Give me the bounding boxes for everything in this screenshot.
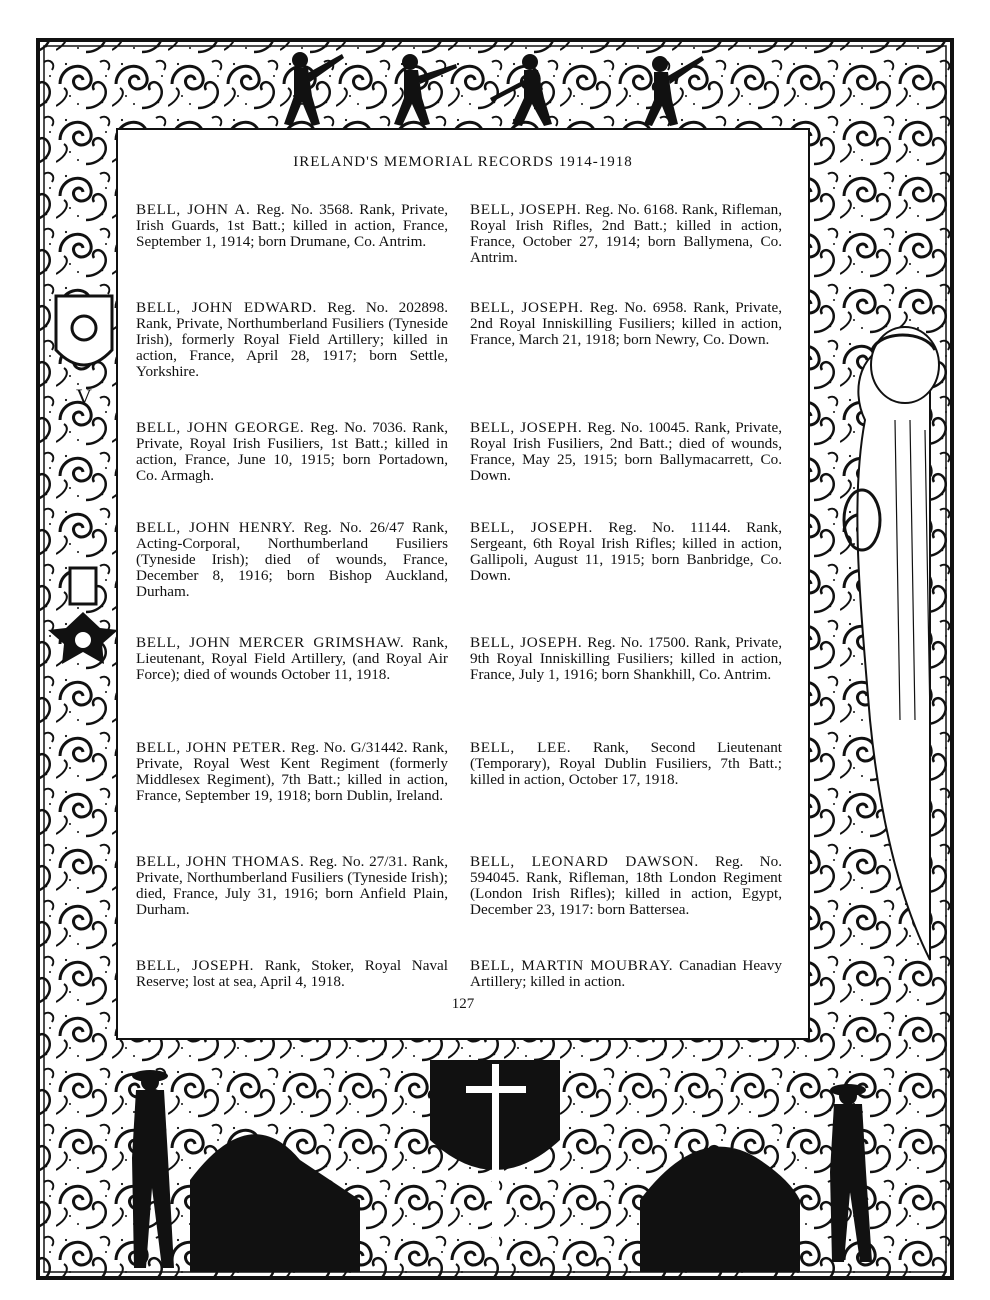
entry-name: BELL, JOHN HENRY. [136,519,296,536]
entry [470,300,782,348]
entry [470,635,782,683]
entry-text: Reg. No. 7036. Rank, Private, Royal Irish Fusiliers, 1st Batt.; killed in action, France, June 10, 1915; born Portadown, Co. Armagh. [136,419,448,484]
entry-text: Reg. No. 202898. Rank, Private, Northumberland Fusiliers (Tyneside Irish), formerly Royal Field Artillery; killed in action, France, April 28, 1917; born Settle, Yorkshire. [136,299,448,380]
entry-name: BELL, JOHN MERCER GRIMSHAW. [136,634,405,651]
entry [136,635,448,683]
entry-text: Reg. No. 6168. Rank, Rifleman, Royal Irish Rifles, 2nd Batt.; killed in action, France, October 27, 1914; born Ballymena, Co. Antrim. [470,201,783,266]
entry-name: BELL, JOSEPH. [470,519,593,536]
entry-text: Reg. No. 3568. Rank, Private, Irish Guards, 1st Batt.; killed in action, France, September 1, 1914; born Drumane, Co. Antrim. [136,201,448,250]
entry [470,740,782,788]
entry [136,420,448,484]
entry [470,420,782,484]
entry-text: Reg. No. 594045. Rank, Rifleman, 18th London Regiment (London Irish Rifles); killed in action, Egypt, December 23, 1917: born Battersea. [470,853,783,918]
entry-name: BELL, JOSEPH. [136,957,255,974]
text-panel [116,128,810,1040]
entry [136,740,448,804]
entry-text: Reg. No. 6958. Rank, Private, 2nd Royal Inniskilling Fusiliers; killed in action, France, March 21, 1918; born Newry, Co. Down. [470,299,783,348]
entry [136,300,448,380]
entry-name: BELL, JOSEPH. [470,634,583,651]
page-header: IRELAND'S MEMORIAL RECORDS 1914-1918 [293,154,633,170]
entry-text: Reg. No. 17500. Rank, Private, 9th Royal Inniskilling Fusiliers; killed in action, France, July 1, 1916; born Shankhill, Co. Antrim. [470,634,783,683]
entry-name: BELL, JOHN EDWARD. [136,299,317,316]
entry-text: Rank, Stoker, Royal Naval Reserve; lost at sea, April 4, 1918. [136,957,448,990]
entry-text: Rank, Lieutenant, Royal Field Artillery, (and Royal Air Force); died of wounds October 11, 1918. [136,634,448,683]
entry-name: BELL, JOHN A. [136,201,251,218]
entry-text: Reg. No. 27/31. Rank, Private, Northumberland Fusiliers (Tyneside Irish); died, France, July 31, 1916; born Anfield Plain, Durham. [136,853,448,918]
entry [470,854,782,918]
page-number: 127 [451,996,475,1012]
entry-name: BELL, JOHN PETER. [136,739,287,756]
entry-name: BELL, JOSEPH. [470,419,583,436]
entry-name: BELL, JOSEPH. [470,201,582,218]
entry-name: BELL, LEONARD DAWSON. [470,853,699,870]
entry-text: Reg. No. 11144. Rank, Sergeant, 6th Royal Irish Rifles; killed in action, Gallipoli, August 11, 1915; born Banbridge, Co. Down. [470,519,782,584]
entry [136,958,448,990]
entry-name: BELL, JOSEPH. [470,299,584,316]
entry [136,202,448,250]
entry [136,854,448,918]
entry-text: Reg. No. 10045. Rank, Private, Royal Irish Fusiliers, 2nd Batt.; died of wounds, France, May 25, 1915; born Ballymacarrett, Co. Down. [470,419,783,484]
entry-text: Canadian Heavy Artillery; killed in action. [470,957,782,990]
entry [470,520,782,584]
entry-text: Reg. No. G/31442. Rank, Private, Royal West Kent Regiment (formerly Middlesex Regiment), 7th Batt.; killed in action, France, September 19, 1918; born Dublin, Ireland. [136,739,448,804]
entry-text: Reg. No. 26/47 Rank, Acting-Corporal, Northumberland Fusiliers (Tyneside Irish); died of wounds, France, December 8, 1916; born Bishop Auckland, Durham. [136,519,448,600]
entry-name: BELL, JOHN GEORGE. [136,419,305,436]
entry-name: BELL, LEE. [470,739,572,756]
emblem-letter: V [76,384,92,409]
entry-name: BELL, MARTIN MOUBRAY. [470,957,674,974]
entry-name: BELL, JOHN THOMAS. [136,853,305,870]
entry [470,202,782,266]
entry-text: Rank, Second Lieutenant (Temporary), Royal Dublin Fusiliers, 7th Batt.; killed in action, October 17, 1918. [470,739,783,788]
entry [470,958,782,990]
entry [136,520,448,600]
